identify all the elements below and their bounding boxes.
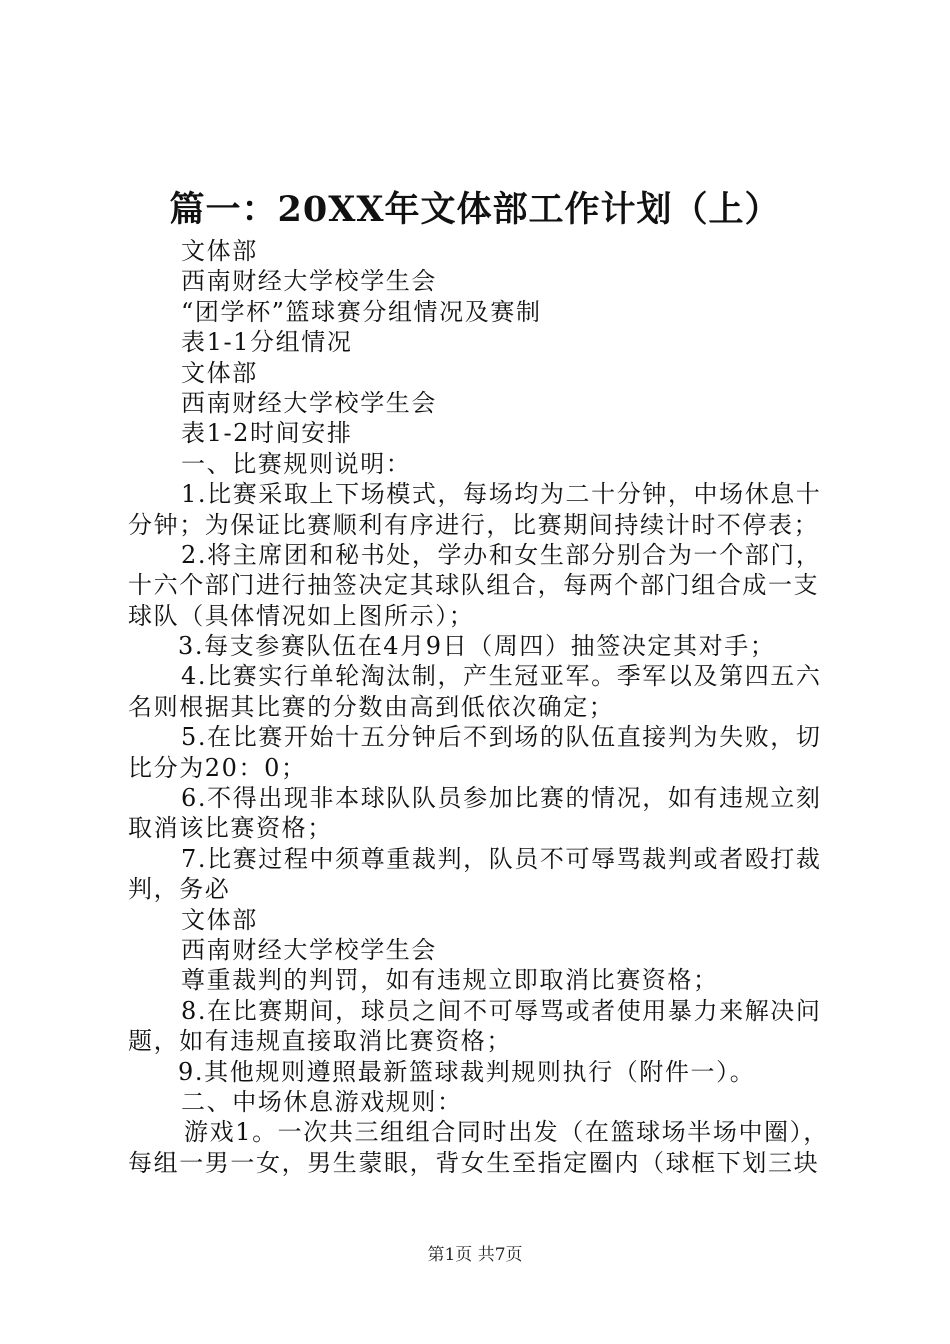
body-line: 比分为20：0； [128, 753, 307, 782]
body-line: 分钟；为保证比赛顺利有序进行，比赛期间持续计时不停表； [128, 510, 820, 539]
body-line: 8.在比赛期间，球员之间不可辱骂或者使用暴力来解决问 [181, 996, 822, 1025]
body-line: 3.每支参赛队伍在4月9日（周四）抽签决定其对手； [178, 632, 776, 661]
body-line: 表1-1分组情况 [181, 328, 353, 357]
body-line: 西南财经大学校学生会 [181, 935, 437, 964]
body-line: 西南财经大学校学生会 [181, 267, 437, 296]
body-line: 判，务必 [128, 875, 231, 904]
body-line: 西南财经大学校学生会 [181, 388, 437, 417]
body-line: 每组一男一女，男生蒙眼，背女生至指定圈内（球框下划三块 [128, 1148, 820, 1177]
page-number-footer: 第1页 共7页 [427, 1245, 523, 1265]
body-line: 7.比赛过程中须尊重裁判，队员不可辱骂裁判或者殴打裁 [181, 844, 822, 873]
body-line: 2.将主席团和秘书处，学办和女生部分别合为一个部门， [181, 540, 822, 569]
body-line: 6.不得出现非本球队队员参加比赛的情况，如有违规立刻 [181, 784, 822, 813]
body-line: 表1-2时间安排 [181, 419, 353, 448]
body-line: 名则根据其比赛的分数由高到低依次确定； [128, 692, 615, 721]
document-body [128, 236, 834, 1178]
body-line: 游戏1。一次共三组组合同时出发（在篮球场半场中圈）， [184, 1118, 829, 1147]
body-line: “团学杯”篮球赛分组情况及赛制 [181, 297, 542, 326]
section-heading: 二、中场休息游戏规则： [181, 1087, 463, 1116]
body-line: 文体部 [181, 237, 258, 265]
document-title: 篇一：20XX年文体部工作计划（上） [169, 189, 781, 230]
body-line: 9.其他规则遵照最新篮球裁判规则执行（附件一）。 [178, 1057, 756, 1086]
body-line: 文体部 [181, 905, 258, 934]
body-line: 取消该比赛资格； [128, 814, 333, 843]
body-line: 1.比赛采取上下场模式，每场均为二十分钟，中场休息十 [181, 480, 822, 509]
body-line: 4.比赛实行单轮淘汰制，产生冠亚军。季军以及第四五六 [181, 662, 822, 691]
body-line: 5.在比赛开始十五分钟后不到场的队伍直接判为失败，切 [181, 723, 822, 752]
body-line: 文体部 [181, 358, 258, 387]
body-line: 题，如有违规直接取消比赛资格； [128, 1027, 512, 1056]
body-line: 十六个部门进行抽签决定其球队组合，每两个部门组合成一支 [128, 571, 820, 600]
body-line: 球队（具体情况如上图所示）； [128, 601, 475, 630]
section-heading: 一、比赛规则说明： [181, 449, 412, 478]
body-line: 尊重裁判的判罚，如有违规立即取消比赛资格； [181, 966, 719, 995]
